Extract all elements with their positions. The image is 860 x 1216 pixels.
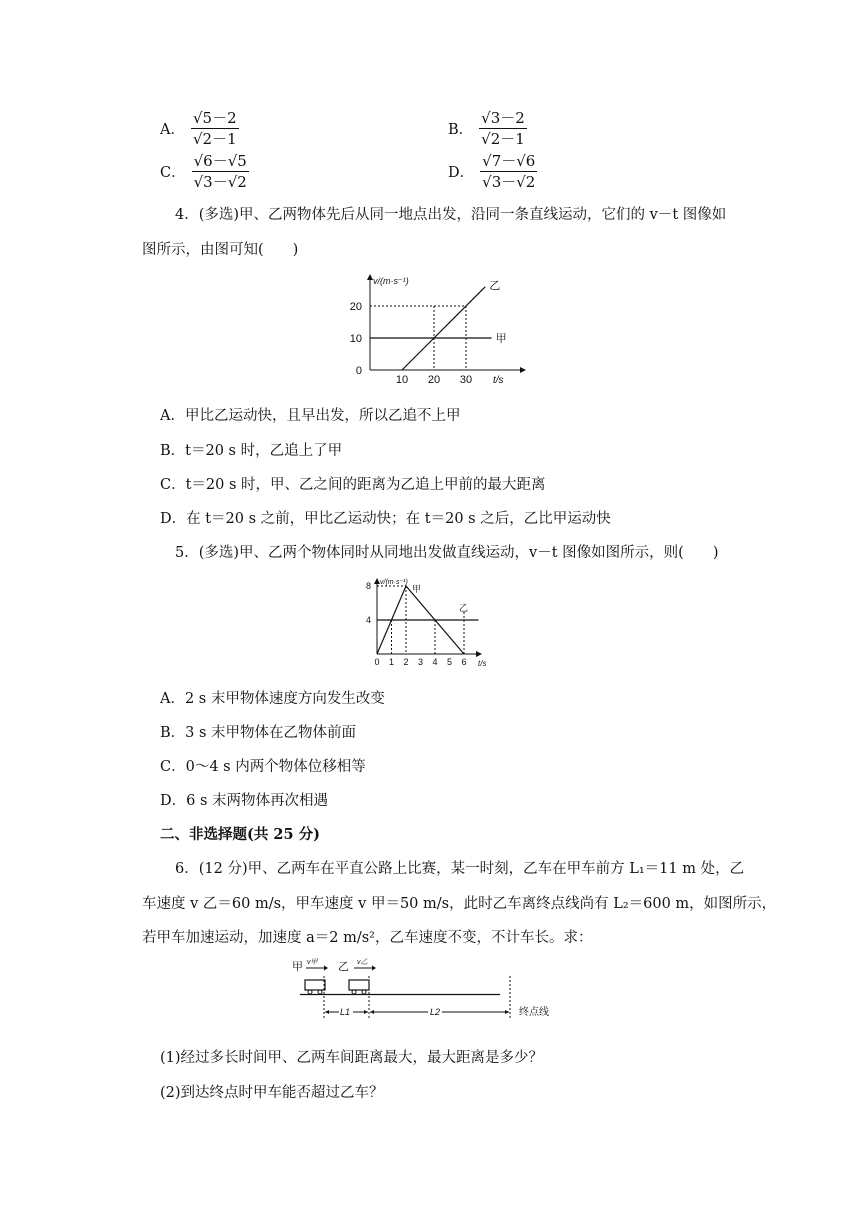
arrowhead [364, 1010, 368, 1014]
velocity-label-jia: v甲 [307, 959, 318, 966]
fraction-denominator: √3－√2 [482, 173, 536, 191]
option-label: B． [448, 122, 474, 138]
series-line-yi [402, 287, 485, 370]
series-label: 甲 [495, 333, 507, 345]
x-tick-label: 1 [388, 657, 395, 667]
fraction-numerator: √6－√5 [193, 152, 247, 170]
wheel [308, 990, 312, 994]
x-tick-label: 3 [417, 657, 424, 667]
arrowhead [325, 1010, 329, 1014]
y-tick-label: 4 [365, 615, 371, 625]
q6-line3: 若甲车加速运动，加速度 a＝2 m/s²，乙车速度不变，不计车长。求： [142, 930, 593, 946]
q4-option-c: C．t＝20 s 时，甲、乙之间的距离为乙追上甲前的最大距离 [160, 477, 546, 493]
section-heading: 二、非选择题(共 25 分) [160, 826, 320, 843]
series-label: 甲 [412, 584, 422, 594]
q4-option-a: A．甲比乙运动快，且早出发，所以乙追不上甲 [160, 408, 461, 424]
q6-line1: 6．(12 分)甲、乙两车在平直公路上比赛，某一时刻，乙车在甲车前方 L₁＝11 m 处，乙 [175, 861, 745, 877]
option-label: A． [160, 122, 185, 138]
x-tick-label: 5 [446, 657, 453, 667]
option-label: C． [160, 165, 186, 181]
q4-option-b: B．t＝20 s 时，乙追上了甲 [160, 443, 343, 459]
x-tick-label: 10 [395, 374, 409, 386]
car-yi [349, 980, 369, 990]
l1-label: L1 [340, 1007, 351, 1017]
velocity-label-yi: v乙 [357, 959, 368, 966]
arrowhead [505, 1010, 509, 1014]
x-tick-label: 30 [459, 374, 473, 386]
option-label: D． [448, 165, 475, 181]
fraction-denominator: √2－1 [192, 130, 237, 148]
axis-arrow [520, 367, 526, 373]
car-label-jia: 甲 [292, 961, 303, 973]
y-tick-label: 10 [349, 333, 362, 345]
q4-stem-line1: 4．(多选)甲、乙两物体先后从同一地点出发，沿同一条直线运动，它们的 v－t 图像如 [175, 207, 727, 223]
car-jia [305, 980, 325, 990]
q6-subquestion-2: (2)到达终点时甲车能否超过乙车？ [160, 1085, 384, 1101]
x-tick-label: 20 [427, 374, 441, 386]
fraction-numerator: √5－2 [192, 109, 237, 127]
wheel [362, 990, 366, 994]
finish-line-label: 终点线 [519, 1007, 549, 1018]
y-tick-label: 0 [355, 365, 362, 377]
l2-label: L2 [430, 1007, 441, 1017]
q5-vt-chart [360, 574, 500, 674]
q6-subquestion-1: (1)经过多长时间甲、乙两车间距离最大，最大距离是多少？ [160, 1050, 544, 1066]
x-tick-label: 4 [432, 657, 438, 667]
fraction-denominator: √3－√2 [193, 173, 247, 191]
q5-option-b: B．3 s 末甲物体在乙物体前面 [160, 725, 357, 741]
q6-race-diagram [290, 956, 570, 1022]
q5-stem: 5．(多选)甲、乙两个物体同时从同地出发做直线运动，v－t 图像如图所示，则( ) [175, 545, 719, 561]
fraction-numerator: √3－2 [481, 109, 525, 127]
wheel [318, 990, 322, 994]
axis-arrow [476, 651, 482, 657]
y-tick-label: 8 [365, 581, 371, 591]
q6-line2: 车速度 v 乙＝60 m/s，甲车速度 v 甲＝50 m/s，此时乙车离终点线尚有 L₂＝600 m，如图所示， [142, 896, 777, 912]
x-axis-label: t/s [493, 375, 504, 386]
q5-option-d: D．6 s 末两物体再次相遇 [160, 793, 329, 809]
fraction-numerator: √7－√6 [482, 152, 536, 170]
x-tick-label: 0 [374, 657, 380, 667]
q4-option-d: D．在 t＝20 s 之前，甲比乙运动快；在 t＝20 s 之后，乙比甲运动快 [160, 511, 611, 527]
wheel [352, 990, 356, 994]
arrowhead [324, 966, 328, 971]
car-label-yi: 乙 [338, 961, 349, 973]
option-d [448, 151, 537, 192]
x-tick-label: 2 [403, 657, 409, 667]
series-label: 乙 [459, 603, 469, 613]
q4-stem-line2: 图所示，由图可知( ) [142, 242, 299, 258]
arrowhead [372, 966, 376, 971]
x-axis-label: t/s [478, 659, 487, 668]
option-a [160, 108, 239, 149]
y-axis-label: v/(m·s⁻¹) [380, 579, 408, 586]
q4-vt-chart [348, 268, 528, 388]
series-label: 乙 [489, 279, 501, 292]
y-axis-label: v/(m·s⁻¹) [373, 276, 409, 286]
arrowhead [370, 1010, 374, 1014]
option-c [160, 151, 249, 192]
x-tick-label: 6 [461, 657, 467, 667]
q5-option-a: A．2 s 末甲物体速度方向发生改变 [160, 691, 385, 707]
y-tick-label: 20 [349, 301, 362, 313]
option-b [448, 108, 527, 149]
fraction-denominator: √2－1 [481, 130, 525, 148]
q5-option-c: C．0～4 s 内两个物体位移相等 [160, 759, 366, 775]
